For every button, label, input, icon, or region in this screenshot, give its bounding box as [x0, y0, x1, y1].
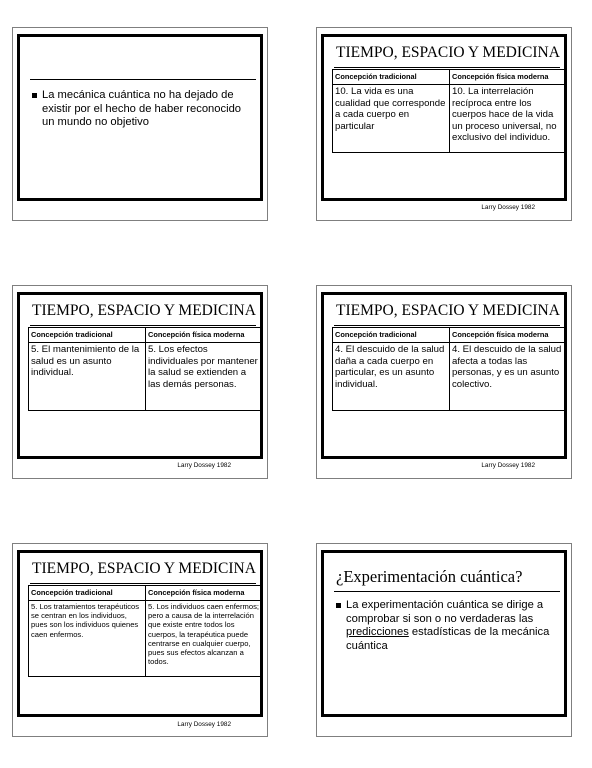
bullet-item: [32, 89, 254, 130]
cell-traditional: 5. Los tratamientos terapéuticos se centran en los individuos, pues son los individuos quienes caen enfermos.: [29, 601, 146, 677]
credit-text: Larry Dossey 1982: [177, 462, 231, 469]
slide-1: [12, 27, 268, 221]
bullet-text-after: estadísticas de la mecánica cuántica: [346, 626, 550, 652]
bullet-square-icon: [32, 93, 37, 98]
cell-modern: 5. Los efectos individuales por mantener la salud se extienden a las demás personas.: [146, 343, 263, 411]
slide-title: ¿Experimentación cuántica?: [336, 567, 523, 586]
col-header-modern: Concepción física moderna: [450, 328, 567, 343]
title-rule: [334, 325, 560, 326]
slide-title: TIEMPO, ESPACIO Y MEDICINA: [336, 302, 560, 319]
comparison-table: [28, 327, 263, 411]
slide-4: [316, 285, 572, 479]
comparison-table: [332, 69, 567, 153]
col-header-modern: Concepción física moderna: [146, 586, 263, 601]
slide-title: TIEMPO, ESPACIO Y MEDICINA: [32, 302, 256, 319]
slide-frame: [17, 292, 263, 459]
title-rule: [30, 325, 256, 326]
comparison-table: [332, 327, 567, 411]
col-header-traditional: Concepción tradicional: [29, 328, 146, 343]
col-header-modern: Concepción física moderna: [146, 328, 263, 343]
credit-text: Larry Dossey 1982: [481, 462, 535, 469]
col-header-traditional: Concepción tradicional: [29, 586, 146, 601]
bullet-text-before: La experimentación cuántica se dirige a comprobar si son o no verdaderas las: [346, 599, 544, 625]
col-header-traditional: Concepción tradicional: [333, 70, 450, 85]
cell-modern: 4. El descuido de la salud afecta a todas las personas, y es un asunto colectivo.: [450, 343, 567, 411]
bullet-text: La mecánica cuántica no ha dejado de existir por el hecho de haber reconocido un mundo no objetivo: [42, 89, 242, 128]
cell-modern: 5. Los individuos caen enfermos; pero a causa de la interrelación que existe entre todos los cuerpos, la terapéutica puede centrarse en cualquier cuerpo, pues sus efectos alcanzan a todos.: [146, 601, 263, 677]
slide-frame: [321, 34, 567, 201]
cell-modern: 10. La interrelación recíproca entre los cuerpos hace de la vida un proceso universal, no exclusivo del individuo.: [450, 85, 567, 153]
cell-traditional: 4. El descuido de la salud daña a cada cuerpo en particular, es un asunto individual.: [333, 343, 450, 411]
slide-5: [12, 543, 268, 737]
predicciones-link[interactable]: predicciones: [346, 626, 409, 638]
slide-frame: [321, 550, 567, 717]
bullet-text: [346, 599, 558, 653]
credit-text: Larry Dossey 1982: [177, 721, 231, 728]
slide-frame: [17, 550, 263, 717]
credit-text: Larry Dossey 1982: [481, 204, 535, 211]
title-rule: [334, 591, 560, 592]
slide-3: [12, 285, 268, 479]
slide-2: [316, 27, 572, 221]
comparison-table: [28, 585, 263, 677]
title-rule: [30, 583, 256, 584]
slide-frame: [321, 292, 567, 459]
slide-title: TIEMPO, ESPACIO Y MEDICINA: [32, 560, 256, 577]
col-header-modern: Concepción física moderna: [450, 70, 567, 85]
title-rule: [30, 79, 256, 80]
slide-frame: [17, 34, 263, 201]
slide-title: TIEMPO, ESPACIO Y MEDICINA: [336, 44, 560, 61]
bullet-square-icon: [336, 603, 341, 608]
bullet-item: [336, 599, 558, 653]
cell-traditional: 5. El mantenimiento de la salud es un asunto individual.: [29, 343, 146, 411]
slide-6: [316, 543, 572, 737]
title-rule: [334, 67, 560, 68]
col-header-traditional: Concepción tradicional: [333, 328, 450, 343]
cell-traditional: 10. La vida es una cualidad que corresponde a cada cuerpo en particular: [333, 85, 450, 153]
